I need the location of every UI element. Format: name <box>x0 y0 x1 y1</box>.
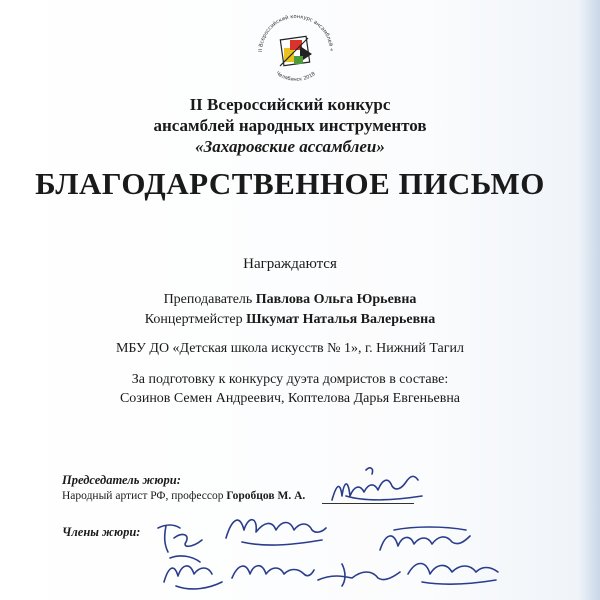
member-signature-2-icon <box>218 508 328 554</box>
jury-chair-description <box>62 490 305 502</box>
jury-chair-label: Председатель жюри: <box>62 473 181 487</box>
recipient-name: Павлова Ольга Юрьевна <box>255 292 417 307</box>
jury-members-label: Члены жюри: <box>62 525 141 539</box>
recipient-role: Преподаватель <box>163 292 253 307</box>
competition-title-line-1: II Всероссийский конкурс <box>189 95 391 114</box>
emblem-year-text: Челябинск 2018 <box>274 70 317 83</box>
awarded-heading: Награждаются <box>243 256 337 272</box>
member-signature-6-icon <box>312 556 404 592</box>
recipient-line-teacher <box>0 292 580 308</box>
reason-line-2: Созинов Семен Андреевич, Коптелова Дарья Евгеньевна <box>119 391 461 406</box>
reason-line-1: За подготовку к конкурсу дуэта домристов в составе: <box>131 372 449 387</box>
recipient-role: Концертмейстер <box>144 312 243 327</box>
recipient-name: Шкумат Наталья Валерьевна <box>246 312 436 327</box>
ensemble-emblem-icon <box>252 8 340 96</box>
jury-chair-name: Горобцов М. А. <box>226 490 306 502</box>
document-title: БЛАГОДАРСТВЕННОЕ ПИСЬМО <box>35 166 545 201</box>
jury-chair-title: Народный артист РФ, профессор <box>62 490 224 502</box>
emblem-arc-text: II Всероссийский конкурс ансамблей « <box>257 13 335 53</box>
institution-line: МБУ ДО «Детская школа искусств № 1», г. Нижний Тагил <box>115 341 464 356</box>
member-signature-4-icon <box>156 548 228 594</box>
page-edge-shadow <box>578 0 600 600</box>
member-signature-7-icon <box>402 550 502 590</box>
chair-signature-line <box>322 503 414 504</box>
member-signature-5-icon <box>226 552 316 592</box>
recipient-line-accompanist <box>0 312 580 328</box>
competition-title-line-2: ансамблей народных инструментов <box>153 116 427 135</box>
svg-text:Челябинск 2018 <box>275 71 317 83</box>
competition-title-line-3: «Захаровские ассамблеи» <box>195 137 385 156</box>
